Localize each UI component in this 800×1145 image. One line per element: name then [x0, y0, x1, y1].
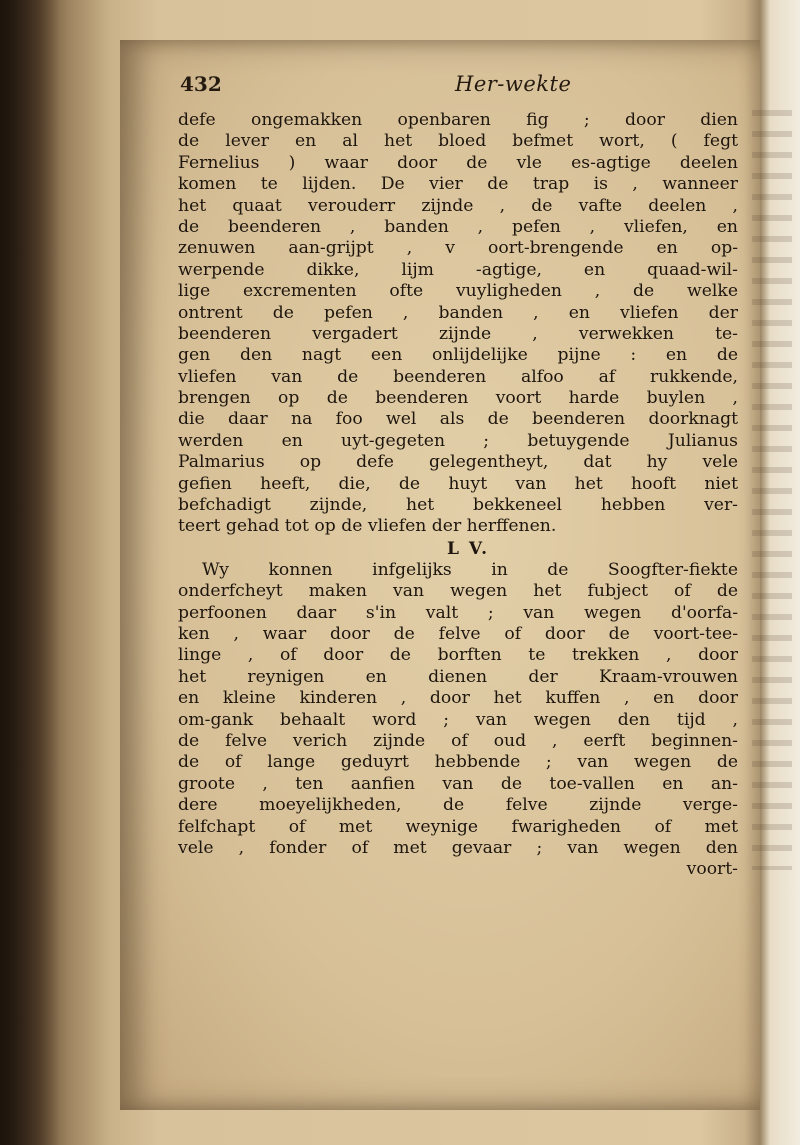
text-line: teert gehad tot op de vliefen der herffenen. [178, 516, 557, 537]
text-line: linge , of door de borften te trekken , door [178, 645, 738, 666]
text-line: Fernelius ) waar door de vle es-agtige deelen [178, 152, 738, 173]
page-number: 432 [180, 72, 222, 96]
catchword: voort- [686, 859, 738, 880]
text-line: brengen op de beenderen voort harde buylen , [178, 388, 738, 409]
text-line: gen den nagt een onlijdelijke pijne : en de [178, 345, 738, 366]
running-head: Her-wekte [455, 72, 572, 96]
text-line: de beenderen , banden , pefen , vliefen, en [178, 216, 738, 237]
text-line: komen te lijden. De vier de trap is , wanneer [178, 174, 738, 195]
text-line: gefien heeft, die, de huyt van het hooft niet [178, 473, 738, 494]
body-text [178, 110, 738, 881]
text-line: Wy konnen infgelijks in de Soogfter-fiekte [202, 559, 738, 580]
text-line: beenderen vergadert zijnde , verwekken te- [178, 323, 738, 344]
facing-page-bleed [752, 110, 792, 870]
text-line: het quaat verouderr zijnde , de vafte deelen , [178, 195, 738, 216]
text-line: werpende dikke, lijm -agtige, en quaad-wil- [178, 259, 738, 280]
text-line: vele , fonder of met gevaar ; van wegen den [178, 837, 738, 858]
text-line: zenuwen aan-grijpt , v oort-brengende en op- [178, 238, 738, 259]
text-line: onderfcheyt maken van wegen het fubject of de [178, 581, 738, 602]
spine-shadow [0, 0, 60, 1145]
text-line: ontrent de pefen , banden , en vliefen der [178, 302, 738, 323]
text-line: en kleine kinderen , door het kuffen , en door [178, 688, 738, 709]
text-line: dere moeyelijkheden, de felve zijnde verge- [178, 795, 738, 816]
text-line: felfchapt of met weynige fwarigheden of met [178, 816, 738, 837]
text-line: perfoonen daar s'in valt ; van wegen d'oorfa- [178, 602, 738, 623]
text-line: om-gank behaalt word ; van wegen den tijd , [178, 709, 738, 730]
text-line: het reynigen en dienen der Kraam-vrouwen [178, 666, 738, 687]
page-header [170, 72, 730, 108]
text-line: die daar na foo wel als de beenderen doorknagt [178, 409, 738, 430]
section-heading: L V. [446, 538, 489, 559]
text-line: de lever en al het bloed befmet wort, ( fegt [178, 131, 738, 152]
text-line: lige excrementen ofte vuyligheden , de welke [178, 281, 738, 302]
text-line: vliefen van de beenderen alfoo af rukkende, [178, 366, 738, 387]
text-line: ken , waar door de felve of door de voort-tee- [178, 623, 738, 644]
text-line: de of lange geduyrt hebbende ; van wegen de [178, 752, 738, 773]
text-line: defe ongemakken openbaren fig ; door dien [178, 110, 738, 130]
text-line: de felve verich zijnde of oud , eerft beginnen- [178, 730, 738, 751]
text-line: groote , ten aanfien van de toe-vallen en an- [178, 773, 738, 794]
text-line: werden en uyt-gegeten ; betuygende Julianus [178, 430, 738, 451]
text-line: Palmarius op defe gelegentheyt, dat hy vele [178, 452, 738, 473]
text-line: befchadigt zijnde, het bekkeneel hebben ver- [178, 495, 738, 516]
